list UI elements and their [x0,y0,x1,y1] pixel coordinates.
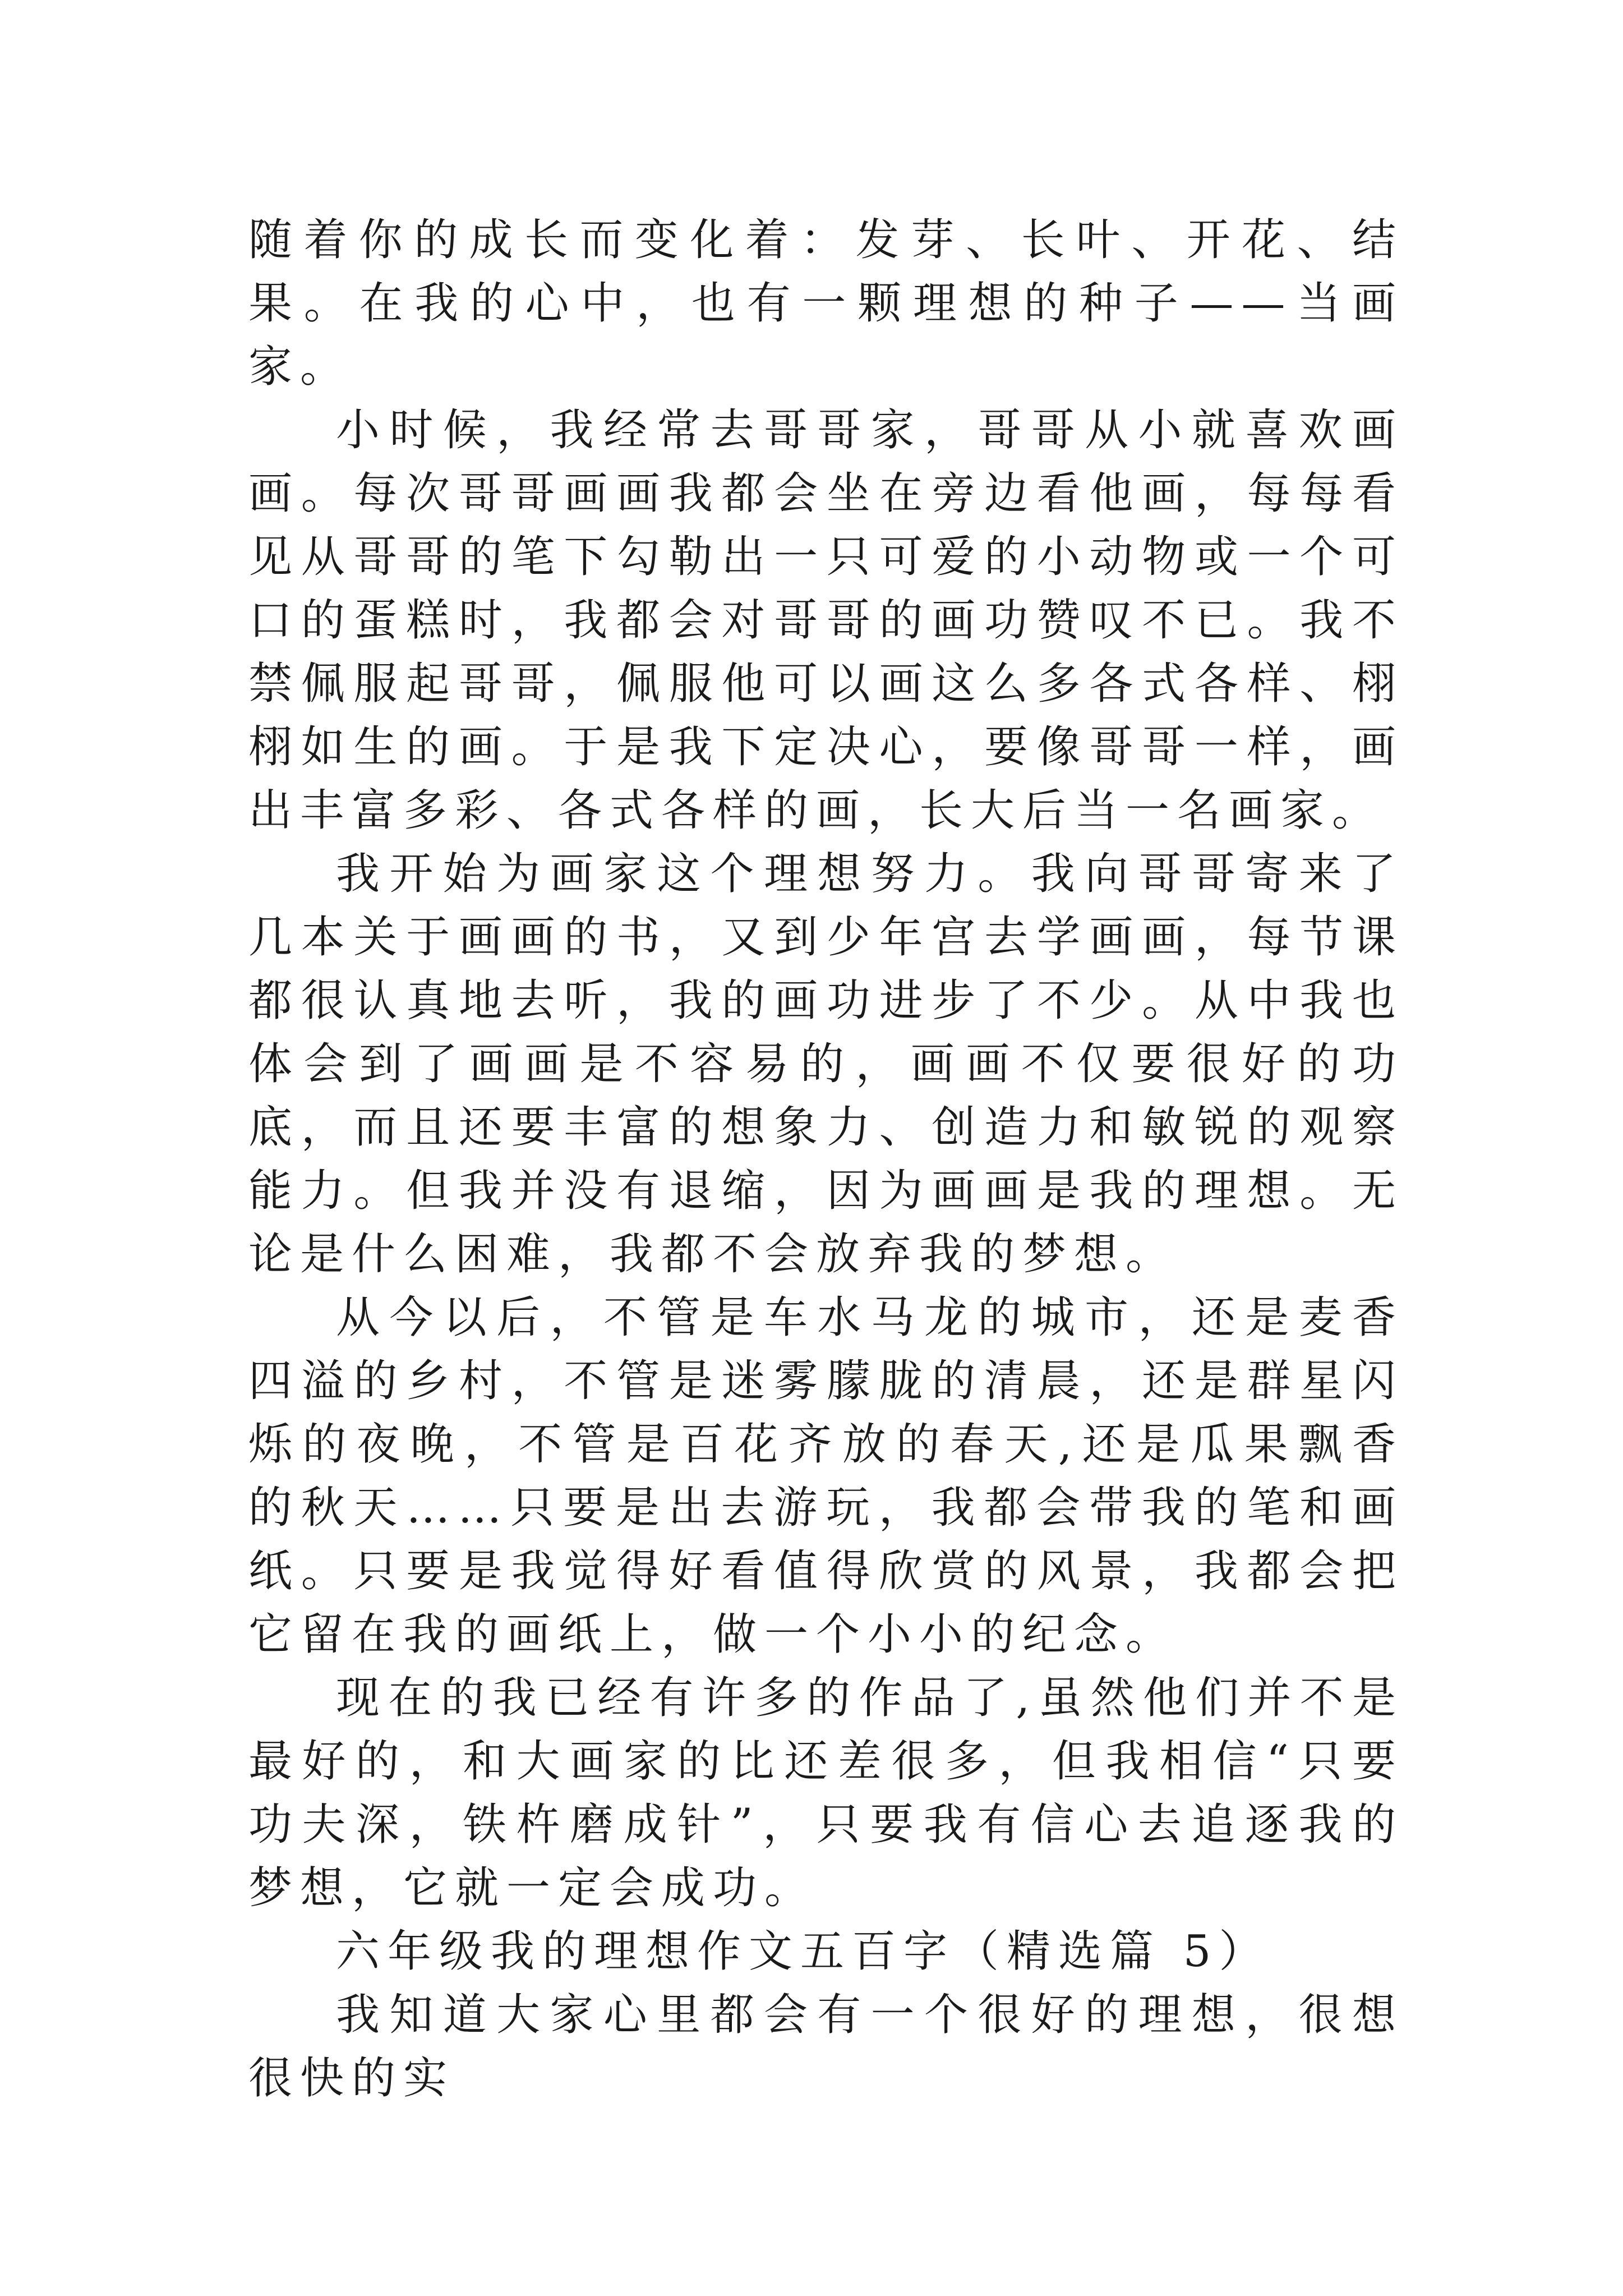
paragraph-3: 我开始为画家这个理想努力。我向哥哥寄来了几本关于画画的书，又到少年宫去学画画，每节课都很认真地去听，我的画功进步了不少。从中我也体会到了画画是不容易的，画画不仅要很好的功底，而且还要丰富的想象力、创造力和敏锐的观察能力。但我并没有退缩，因为画画是我的理想。无论是什么困难，我都不会放弃我的梦想。 [248,849,1404,1280]
essay-body [248,209,1404,2110]
paragraph-2: 小时候，我经常去哥哥家，哥哥从小就喜欢画画。每次哥哥画画我都会坐在旁边看他画，每每看见从哥哥的笔下勾勒出一只可爱的小动物或一个可口的蛋糕时，我都会对哥哥的画功赞叹不已。我不禁佩服起哥哥，佩服他可以画这么多各式各样、栩栩如生的画。于是我下定决心，要像哥哥一样，画出丰富多彩、各式各样的画，长大后当一名画家。 [248,405,1404,836]
paragraph-6: 我知道大家心里都会有一个很好的理想，很想很快的实 [248,1990,1404,2104]
paragraph-1: 随着你的成长而变化着：发芽、长叶、开花、结果。在我的心中，也有一颗理想的种子——当画家。 [248,215,1404,392]
paragraph-4: 从今以后，不管是车水马龙的城市，还是麦香四溢的乡村，不管是迷雾朦胧的清晨，还是群星闪烁的夜晚，不管是百花齐放的春天,还是瓜果飘香的秋天……只要是出去游玩，我都会带我的笔和画纸。只要是我觉得好看值得欣赏的风景，我都会把它留在我的画纸上，做一个小小的纪念。 [248,1292,1404,1660]
paragraph-5: 现在的我已经有许多的作品了,虽然他们并不是最好的，和大画家的比还差很多，但我相信“只要功夫深，铁杵磨成针”，只要我有信心去追逐我的梦想，它就一定会成功。 [248,1673,1404,1913]
section-heading: 六年级我的理想作文五百字（精选篇 5） [336,1926,1271,1977]
